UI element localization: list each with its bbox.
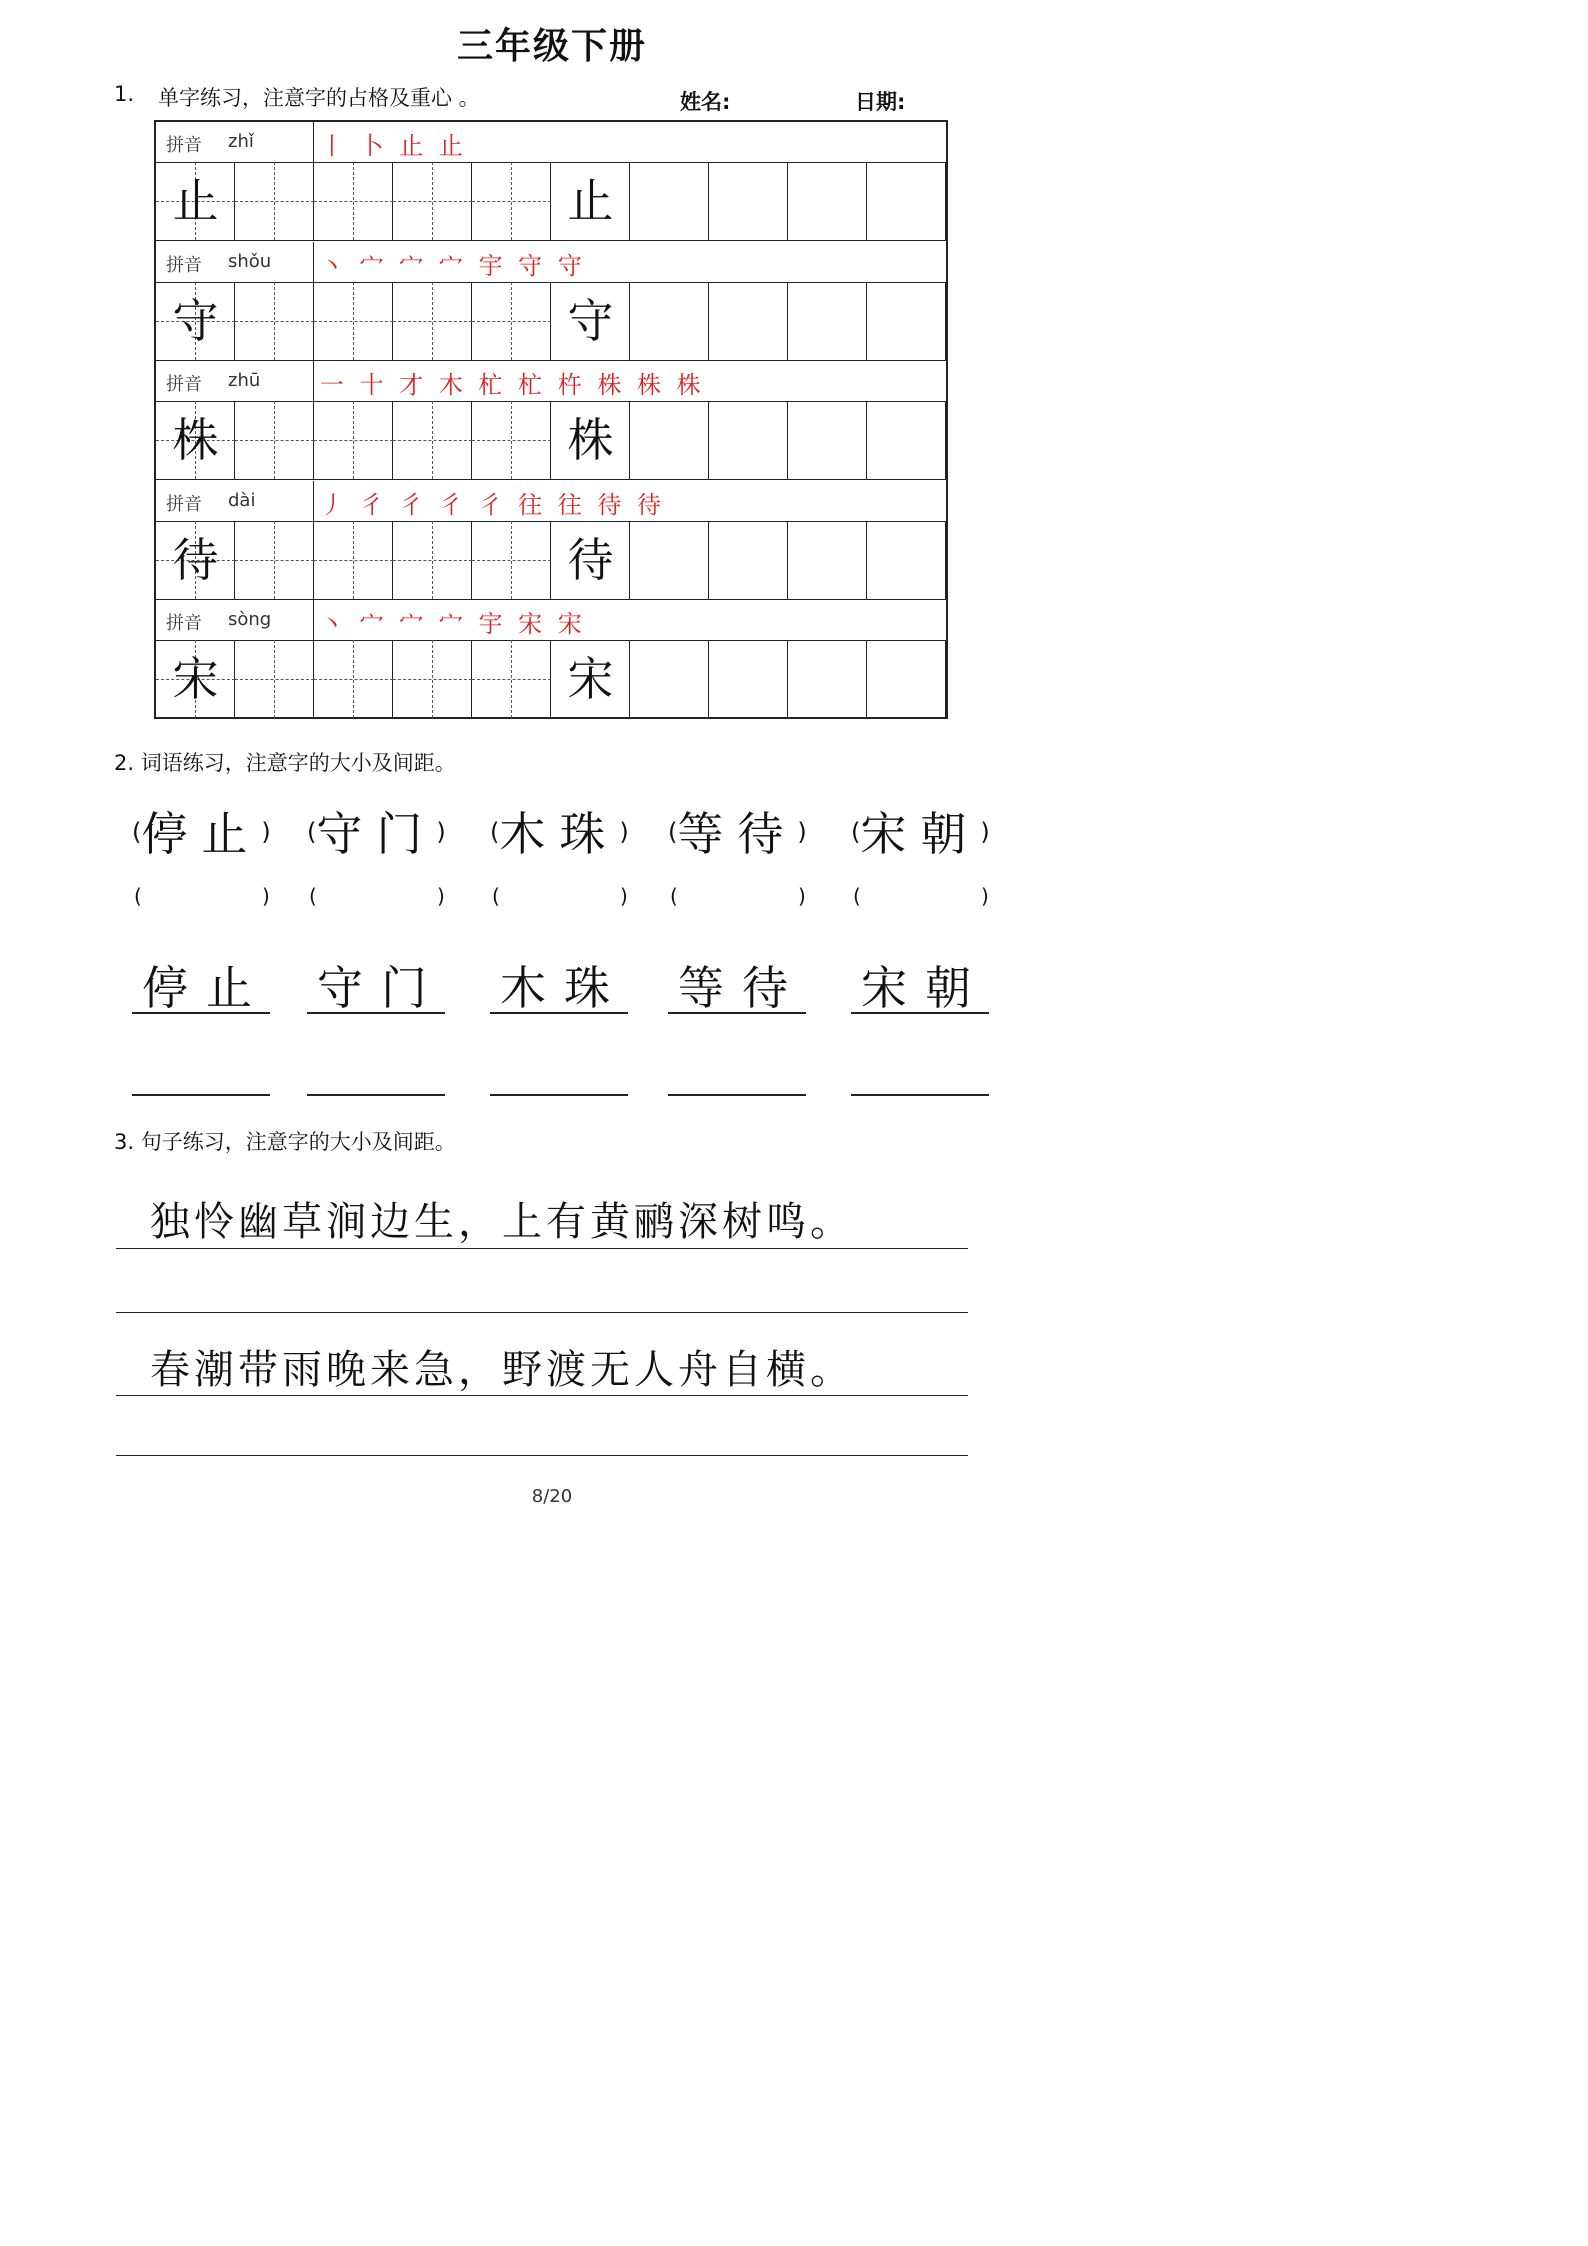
- stroke-order: 丿 彳 彳 彳 彳 往 往 待 待: [320, 490, 666, 519]
- date-label: 日期:: [855, 90, 906, 114]
- pinyin-row: [156, 600, 946, 641]
- model-character-cell: [551, 162, 630, 240]
- page-title: 三年级下册: [456, 26, 647, 67]
- pinyin-text: shǒu: [228, 250, 272, 272]
- practice-cell[interactable]: [314, 401, 393, 479]
- practice-cell[interactable]: [472, 162, 551, 240]
- practice-cell[interactable]: [630, 162, 709, 240]
- model-character: 宋: [567, 652, 614, 707]
- pinyin-label: 拼音: [166, 374, 202, 396]
- sentence-1: 独怜幽草涧边生，上有黄鹂深树鸣。: [150, 1199, 854, 1245]
- practice-cell[interactable]: [788, 640, 867, 718]
- pinyin-label: 拼音: [166, 493, 202, 515]
- pinyin-row: [156, 122, 946, 163]
- practice-cell[interactable]: [314, 162, 393, 240]
- practice-cell[interactable]: [709, 401, 788, 479]
- word-trace: 停止: [142, 961, 270, 1015]
- page-number: 8/20: [531, 1486, 573, 1507]
- word-model: (等待): [668, 807, 807, 861]
- practice-cell[interactable]: [472, 401, 551, 479]
- practice-cell[interactable]: [709, 162, 788, 240]
- word-writing-line[interactable]: [668, 1094, 806, 1096]
- practice-cell[interactable]: [867, 401, 946, 479]
- model-character: 止: [567, 174, 614, 228]
- model-character-cell: [156, 282, 235, 360]
- divider: [313, 481, 314, 521]
- section1-number: 1.: [114, 82, 135, 106]
- model-character-cell: [551, 401, 630, 479]
- model-character-cell: [156, 401, 235, 479]
- character-row: [156, 640, 946, 719]
- sentence-1-line: [116, 1248, 968, 1249]
- model-character: 待: [172, 532, 219, 587]
- practice-cell[interactable]: [788, 521, 867, 599]
- stroke-order: 一 十 才 木 杧 杧 杵 株 株 株: [320, 371, 705, 400]
- character-practice-grid: [154, 120, 948, 719]
- word-model: (木珠): [490, 807, 629, 861]
- sentence-2-line: [116, 1395, 968, 1396]
- practice-cell[interactable]: [788, 162, 867, 240]
- stroke-order: 丶 宀 宀 宀 宇 守 守: [320, 251, 586, 280]
- section1-instruction: 单字练习，注意字的占格及重心 。: [158, 86, 480, 110]
- pinyin-blank-close: ): [437, 884, 445, 908]
- practice-cell[interactable]: [630, 401, 709, 479]
- character-row: [156, 521, 946, 600]
- model-character: 株: [172, 413, 219, 468]
- divider: [313, 600, 314, 640]
- pinyin-blank-open: (: [853, 884, 861, 908]
- practice-cell[interactable]: [867, 162, 946, 240]
- pinyin-label: 拼音: [166, 613, 202, 635]
- pinyin-blank-close: ): [798, 884, 806, 908]
- pinyin-blank-close: ): [620, 884, 628, 908]
- character-row: [156, 401, 946, 480]
- model-character: 宋: [172, 652, 219, 707]
- practice-cell[interactable]: [235, 401, 314, 479]
- practice-cell[interactable]: [393, 162, 472, 240]
- stroke-order: 丨 卜 止 止: [320, 132, 467, 160]
- word-writing-line[interactable]: [490, 1094, 628, 1096]
- word-trace: 等待: [678, 961, 806, 1015]
- word-trace: 守门: [317, 961, 445, 1015]
- practice-cell[interactable]: [235, 521, 314, 599]
- word-writing-line[interactable]: [307, 1094, 445, 1096]
- section2-instruction: 2. 词语练习，注意字的大小及间距。: [114, 751, 456, 775]
- word-trace-line: [668, 1012, 806, 1014]
- stroke-order: 丶 宀 宀 宀 宇 宋 宋: [320, 610, 586, 639]
- word-trace-line: [307, 1012, 445, 1014]
- section3-instruction: 3. 句子练习，注意字的大小及间距。: [114, 1130, 456, 1154]
- practice-cell[interactable]: [393, 521, 472, 599]
- model-character: 株: [567, 413, 614, 468]
- practice-cell[interactable]: [472, 521, 551, 599]
- word-model: (宋朝): [851, 807, 990, 861]
- practice-cell[interactable]: [314, 640, 393, 718]
- pinyin-text: dài: [228, 489, 256, 511]
- divider: [313, 361, 314, 401]
- character-row: [156, 282, 946, 361]
- pinyin-blank-close: ): [981, 884, 989, 908]
- practice-cell[interactable]: [235, 282, 314, 360]
- practice-cell[interactable]: [630, 282, 709, 360]
- practice-cell[interactable]: [709, 640, 788, 718]
- practice-cell[interactable]: [630, 640, 709, 718]
- practice-cell[interactable]: [235, 162, 314, 240]
- model-character-cell: [156, 640, 235, 718]
- word-model: (停止): [132, 807, 271, 861]
- pinyin-row: [156, 242, 946, 283]
- practice-cell[interactable]: [709, 521, 788, 599]
- word-trace-line: [490, 1012, 628, 1014]
- sentence-2: 春潮带雨晚来急，野渡无人舟自横。: [150, 1347, 854, 1393]
- model-character: 止: [172, 174, 219, 228]
- practice-cell[interactable]: [472, 640, 551, 718]
- word-writing-line[interactable]: [851, 1094, 989, 1096]
- model-character-cell: [551, 521, 630, 599]
- pinyin-blank-open: (: [134, 884, 142, 908]
- blank-writing-line: [116, 1455, 968, 1456]
- practice-cell[interactable]: [788, 282, 867, 360]
- pinyin-text: zhū: [228, 370, 261, 392]
- pinyin-row: [156, 361, 946, 402]
- practice-cell[interactable]: [393, 282, 472, 360]
- practice-cell[interactable]: [867, 521, 946, 599]
- model-character-cell: [156, 521, 235, 599]
- word-trace: 宋朝: [861, 961, 989, 1015]
- word-trace-line: [851, 1012, 989, 1014]
- pinyin-row: [156, 481, 946, 522]
- practice-cell[interactable]: [314, 282, 393, 360]
- practice-cell[interactable]: [314, 521, 393, 599]
- model-character: 守: [172, 293, 219, 348]
- practice-cell[interactable]: [867, 282, 946, 360]
- model-character-cell: [156, 162, 235, 240]
- pinyin-label: 拼音: [166, 135, 202, 156]
- word-model: (守门): [307, 807, 446, 861]
- model-character-cell: [551, 640, 630, 718]
- pinyin-blank-open: (: [309, 884, 317, 908]
- practice-cell[interactable]: [393, 640, 472, 718]
- divider: [313, 242, 314, 282]
- word-writing-line[interactable]: [132, 1094, 270, 1096]
- character-row: [156, 162, 946, 241]
- divider: [313, 122, 314, 162]
- pinyin-blank-open: (: [670, 884, 678, 908]
- pinyin-label: 拼音: [166, 254, 202, 276]
- word-trace: 木珠: [500, 961, 628, 1015]
- model-character: 守: [567, 293, 614, 348]
- word-trace-line: [132, 1012, 270, 1014]
- practice-cell[interactable]: [709, 282, 788, 360]
- pinyin-blank-close: ): [262, 884, 270, 908]
- practice-cell[interactable]: [788, 401, 867, 479]
- practice-cell[interactable]: [472, 282, 551, 360]
- name-label: 姓名:: [680, 90, 731, 114]
- model-character: 待: [567, 532, 614, 587]
- practice-cell[interactable]: [867, 640, 946, 718]
- practice-cell[interactable]: [630, 521, 709, 599]
- pinyin-text: sòng: [228, 609, 272, 631]
- practice-cell[interactable]: [235, 640, 314, 718]
- pinyin-blank-open: (: [492, 884, 500, 908]
- pinyin-text: zhǐ: [228, 131, 254, 152]
- blank-writing-line: [116, 1312, 968, 1313]
- practice-cell[interactable]: [393, 401, 472, 479]
- model-character-cell: [551, 282, 630, 360]
